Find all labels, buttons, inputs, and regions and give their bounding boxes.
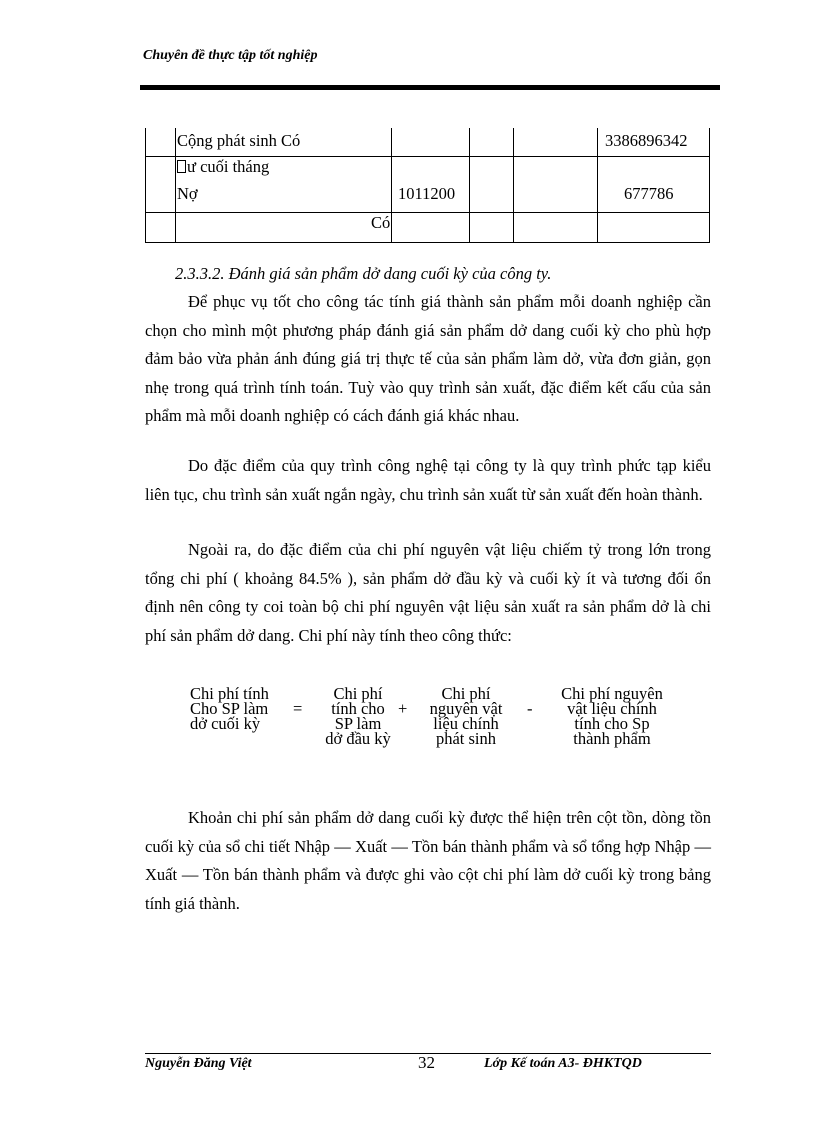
section-heading: 2.3.3.2. Đánh giá sản phẩm dở dang cuối kỳ của công ty.: [175, 264, 552, 283]
header-title: Chuyên đề thực tập tốt nghiệp: [143, 48, 318, 63]
table-cell: 677786: [624, 184, 674, 203]
footer-class: Lớp Kế toán A3- ĐHKTQD: [484, 1056, 642, 1071]
formula-equals: =: [293, 699, 303, 718]
paragraph-text: Để phục vụ tốt cho công tác tính giá thành sản phẩm mỗi doanh nghiệp cần chọn cho mình một phương pháp đánh giá sản phẩm dở dang cuối kỳ cho phù hợp đảm bảo vừa phản ánh đúng giá trị thực tế của sản phẩm làm dở, vừa đơn giản, gọn nhẹ trong quá trình tính toán. Tuỳ vào quy trình sản xuất, đặc điểm kết cấu của sản phẩm mà mỗi doanh nghiệp có cách đánh giá khác nhau.: [145, 292, 711, 425]
formula-line: Chi phí nguyên: [561, 684, 663, 703]
paragraph-text: Do đặc điểm của quy trình công nghệ tại công ty là quy trình phức tạp kiểu liên tục, chu trình sản xuất ngắn ngày, chu trình sản xuất từ sản xuất đến hoàn thành.: [145, 456, 711, 504]
paragraph-text: Ngoài ra, do đặc điểm của chi phí nguyên vật liệu chiếm tỷ trong lớn trong tổng chi phí ( khoảng 84.5% ), sản phẩm dở đầu kỳ và cuối kỳ ít và tương đối ổn định nên công ty coi toàn bộ chi phí nguyên vật liệu sản xuất ra sản phẩm dở là chi phí sản phẩm dở dang. Chi phí này tính theo công thức:: [145, 540, 711, 645]
formula-term-3: [420, 686, 512, 746]
paragraph-2: [145, 452, 711, 509]
footer-author: Nguyễn Đăng Việt: [145, 1056, 252, 1071]
ledger-table: [145, 128, 710, 243]
table-divider: [391, 128, 392, 242]
formula-term-1: [190, 686, 269, 731]
missing-glyph-icon: [177, 160, 186, 173]
table-cell: [177, 157, 269, 177]
formula-term-4: [550, 686, 674, 746]
formula-line: dở đầu kỳ: [325, 729, 391, 748]
table-row-divider: [175, 212, 709, 213]
paragraph-1: [145, 288, 711, 431]
table-cell: 3386896342: [605, 131, 688, 150]
formula-line: Cho SP làm: [190, 699, 269, 718]
table-cell-text: ư cuối tháng: [187, 157, 270, 176]
table-divider: [469, 128, 470, 242]
formula-line: vật liệu chính: [567, 699, 657, 718]
paragraph-3: [145, 536, 711, 650]
table-cell: 1011200: [398, 184, 456, 203]
table-row-divider: [146, 212, 175, 213]
table-divider: [513, 128, 514, 242]
formula-line: nguyên vật: [429, 699, 503, 718]
table-divider: [597, 128, 598, 242]
table-cell: Có: [371, 213, 391, 232]
formula-term-2: [320, 686, 396, 746]
formula-line: tính cho Sp: [574, 714, 650, 733]
formula-line: Chi phí: [441, 684, 491, 703]
table-cell: Cộng phát sinh Có: [177, 131, 301, 150]
formula-plus: +: [398, 699, 408, 718]
formula-line: thành phẩm: [573, 729, 651, 748]
paragraph-4: [145, 804, 711, 918]
formula-line: dở cuối kỳ: [190, 714, 261, 733]
header-rule: [140, 85, 720, 90]
paragraph-text: Khoản chi phí sản phẩm dở dang cuối kỳ được thể hiện trên cột tồn, dòng tồn cuối kỳ của sổ chi tiết Nhập — Xuất — Tồn bán thành phẩm và sổ tổng hợp Nhập — Xuất — Tồn bán thành phẩm và được ghi vào cột chi phí làm dở cuối kỳ trong bảng tính giá thành.: [145, 808, 711, 913]
formula-line: phát sinh: [435, 729, 497, 748]
formula-line: tính cho: [331, 699, 385, 718]
table-divider: [175, 128, 176, 242]
page-number: 32: [418, 1053, 435, 1072]
formula-line: Chi phí: [333, 684, 383, 703]
formula-line: liệu chính: [433, 714, 499, 733]
formula-line: SP làm: [334, 714, 382, 733]
formula-minus: -: [527, 699, 533, 718]
table-cell: Nợ: [177, 184, 198, 203]
formula-line: Chi phí tính: [190, 684, 269, 703]
